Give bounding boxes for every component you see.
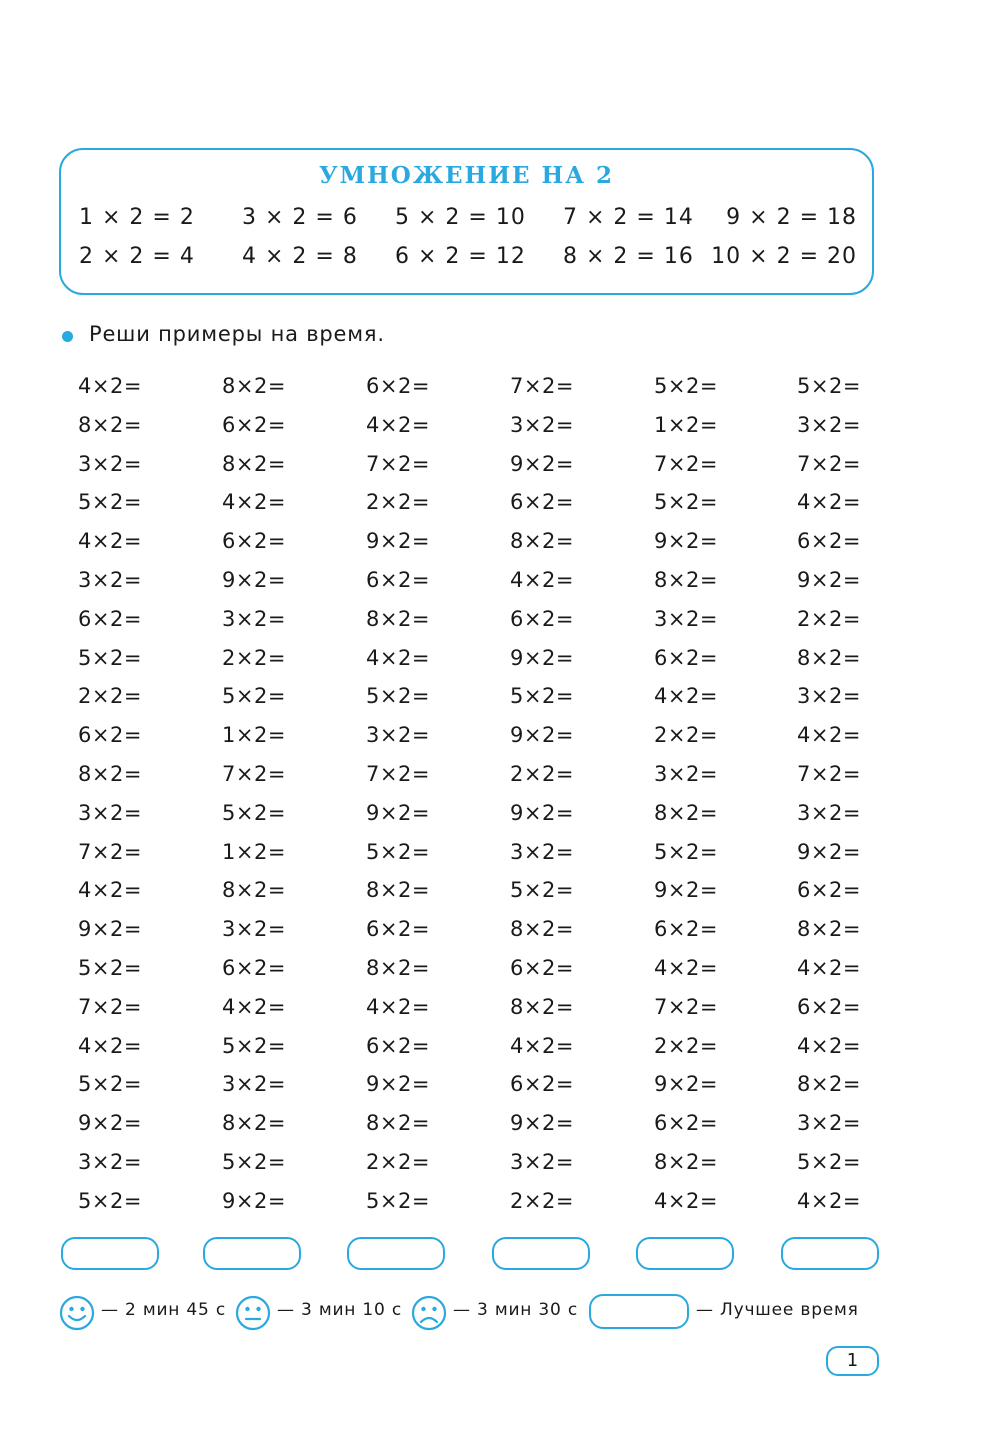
example-cell: 8×2= — [366, 878, 430, 902]
example-cell: 6×2= — [222, 529, 286, 553]
example-cell: 9×2= — [510, 723, 574, 747]
example-cell: 4×2= — [78, 878, 142, 902]
example-cell: 5×2= — [654, 490, 718, 514]
best-time-label: — Лучшее время — [696, 1300, 859, 1320]
column-time-box[interactable] — [203, 1237, 301, 1270]
example-cell: 5×2= — [78, 646, 142, 670]
example-cell: 1×2= — [222, 840, 286, 864]
example-cell: 7×2= — [510, 374, 574, 398]
example-cell: 7×2= — [366, 762, 430, 786]
example-cell: 4×2= — [366, 413, 430, 437]
reference-fact: 10 × 2 = 20 — [711, 244, 857, 269]
example-cell: 8×2= — [654, 568, 718, 592]
example-cell: 8×2= — [222, 452, 286, 476]
example-cell: 2×2= — [78, 684, 142, 708]
example-cell: 4×2= — [78, 529, 142, 553]
example-cell: 6×2= — [366, 1034, 430, 1058]
example-cell: 9×2= — [654, 878, 718, 902]
example-cell: 4×2= — [78, 1034, 142, 1058]
example-cell: 4×2= — [797, 1189, 861, 1213]
example-cell: 5×2= — [78, 490, 142, 514]
example-cell: 2×2= — [366, 490, 430, 514]
example-cell: 9×2= — [510, 1111, 574, 1135]
example-cell: 6×2= — [654, 646, 718, 670]
example-cell: 6×2= — [510, 1072, 574, 1096]
example-cell: 9×2= — [510, 646, 574, 670]
reference-fact: 1 × 2 = 2 — [79, 205, 195, 230]
example-cell: 8×2= — [797, 646, 861, 670]
column-time-box[interactable] — [492, 1237, 590, 1270]
example-cell: 4×2= — [654, 684, 718, 708]
reference-fact: 3 × 2 = 6 — [242, 205, 358, 230]
example-cell: 2×2= — [510, 762, 574, 786]
example-cell: 3×2= — [78, 1150, 142, 1174]
example-cell: 8×2= — [366, 956, 430, 980]
example-cell: 8×2= — [797, 1072, 861, 1096]
example-cell: 4×2= — [797, 956, 861, 980]
example-cell: 8×2= — [510, 995, 574, 1019]
example-cell: 1×2= — [654, 413, 718, 437]
example-cell: 8×2= — [797, 917, 861, 941]
example-cell: 3×2= — [797, 801, 861, 825]
example-cell: 4×2= — [797, 723, 861, 747]
example-cell: 6×2= — [366, 374, 430, 398]
example-cell: 4×2= — [78, 374, 142, 398]
example-cell: 2×2= — [510, 1189, 574, 1213]
example-cell: 8×2= — [510, 529, 574, 553]
example-cell: 3×2= — [222, 917, 286, 941]
example-cell: 3×2= — [510, 1150, 574, 1174]
example-cell: 4×2= — [797, 490, 861, 514]
reference-title: УМНОЖЕНИЕ НА 2 — [318, 162, 615, 189]
example-cell: 8×2= — [222, 1111, 286, 1135]
neutral-face-icon — [235, 1295, 271, 1331]
column-time-box[interactable] — [636, 1237, 734, 1270]
example-cell: 3×2= — [510, 840, 574, 864]
example-cell: 6×2= — [366, 568, 430, 592]
example-cell: 5×2= — [654, 374, 718, 398]
example-cell: 6×2= — [78, 723, 142, 747]
smiley-face-icon — [59, 1295, 95, 1331]
example-cell: 3×2= — [654, 607, 718, 631]
example-cell: 8×2= — [654, 1150, 718, 1174]
column-time-box[interactable] — [347, 1237, 445, 1270]
example-cell: 3×2= — [78, 452, 142, 476]
example-cell: 6×2= — [510, 490, 574, 514]
example-cell: 3×2= — [797, 684, 861, 708]
example-cell: 9×2= — [510, 452, 574, 476]
example-cell: 3×2= — [222, 1072, 286, 1096]
example-cell: 8×2= — [222, 878, 286, 902]
example-cell: 3×2= — [654, 762, 718, 786]
example-cell: 4×2= — [654, 956, 718, 980]
example-cell: 6×2= — [222, 956, 286, 980]
example-cell: 8×2= — [366, 1111, 430, 1135]
example-cell: 9×2= — [78, 1111, 142, 1135]
example-cell: 2×2= — [654, 1034, 718, 1058]
example-cell: 9×2= — [510, 801, 574, 825]
example-cell: 9×2= — [797, 568, 861, 592]
example-cell: 5×2= — [797, 1150, 861, 1174]
example-cell: 9×2= — [366, 1072, 430, 1096]
reference-fact: 7 × 2 = 14 — [563, 205, 694, 230]
example-cell: 2×2= — [222, 646, 286, 670]
example-cell: 8×2= — [78, 413, 142, 437]
time-bad-label: — 3 мин 30 с — [453, 1300, 578, 1320]
example-cell: 5×2= — [78, 1189, 142, 1213]
example-cell: 4×2= — [797, 1034, 861, 1058]
example-cell: 7×2= — [797, 452, 861, 476]
example-cell: 2×2= — [654, 723, 718, 747]
example-cell: 6×2= — [654, 917, 718, 941]
reference-fact: 5 × 2 = 10 — [395, 205, 526, 230]
reference-fact: 4 × 2 = 8 — [242, 244, 358, 269]
example-cell: 5×2= — [222, 1150, 286, 1174]
time-ok-label: — 3 мин 10 с — [277, 1300, 402, 1320]
example-cell: 6×2= — [366, 917, 430, 941]
example-cell: 9×2= — [222, 568, 286, 592]
example-cell: 9×2= — [366, 801, 430, 825]
example-cell: 9×2= — [366, 529, 430, 553]
example-cell: 3×2= — [510, 413, 574, 437]
example-cell: 3×2= — [78, 801, 142, 825]
example-cell: 6×2= — [78, 607, 142, 631]
example-cell: 6×2= — [510, 956, 574, 980]
column-time-box[interactable] — [61, 1237, 159, 1270]
instruction-text: Реши примеры на время. — [89, 322, 385, 346]
example-cell: 3×2= — [222, 607, 286, 631]
example-cell: 2×2= — [366, 1150, 430, 1174]
example-cell: 5×2= — [510, 684, 574, 708]
example-cell: 5×2= — [654, 840, 718, 864]
example-cell: 6×2= — [797, 529, 861, 553]
example-cell: 7×2= — [654, 452, 718, 476]
reference-fact: 6 × 2 = 12 — [395, 244, 526, 269]
example-cell: 6×2= — [797, 878, 861, 902]
example-cell: 4×2= — [366, 646, 430, 670]
example-cell: 9×2= — [78, 917, 142, 941]
example-cell: 3×2= — [797, 1111, 861, 1135]
example-cell: 5×2= — [797, 374, 861, 398]
reference-fact: 9 × 2 = 18 — [726, 205, 857, 230]
example-cell: 5×2= — [366, 1189, 430, 1213]
example-cell: 9×2= — [222, 1189, 286, 1213]
example-cell: 7×2= — [654, 995, 718, 1019]
example-cell: 8×2= — [78, 762, 142, 786]
example-cell: 5×2= — [366, 684, 430, 708]
example-cell: 4×2= — [222, 490, 286, 514]
example-cell: 8×2= — [366, 607, 430, 631]
example-cell: 7×2= — [78, 995, 142, 1019]
example-cell: 9×2= — [654, 1072, 718, 1096]
example-cell: 6×2= — [797, 995, 861, 1019]
example-cell: 1×2= — [222, 723, 286, 747]
example-cell: 6×2= — [222, 413, 286, 437]
best-time-box[interactable] — [589, 1294, 689, 1329]
page-number: 1 — [826, 1346, 879, 1376]
example-cell: 7×2= — [222, 762, 286, 786]
example-cell: 8×2= — [222, 374, 286, 398]
example-cell: 6×2= — [654, 1111, 718, 1135]
sad-face-icon — [411, 1295, 447, 1331]
example-cell: 8×2= — [654, 801, 718, 825]
bullet-icon — [62, 331, 73, 342]
example-cell: 5×2= — [510, 878, 574, 902]
example-cell: 7×2= — [797, 762, 861, 786]
example-cell: 5×2= — [78, 956, 142, 980]
example-cell: 3×2= — [78, 568, 142, 592]
example-cell: 7×2= — [78, 840, 142, 864]
example-cell: 7×2= — [366, 452, 430, 476]
example-cell: 5×2= — [78, 1072, 142, 1096]
example-cell: 3×2= — [366, 723, 430, 747]
example-cell: 5×2= — [222, 1034, 286, 1058]
example-cell: 2×2= — [797, 607, 861, 631]
example-cell: 4×2= — [366, 995, 430, 1019]
example-cell: 5×2= — [222, 684, 286, 708]
column-time-box[interactable] — [781, 1237, 879, 1270]
example-cell: 9×2= — [797, 840, 861, 864]
example-cell: 4×2= — [222, 995, 286, 1019]
example-cell: 3×2= — [797, 413, 861, 437]
example-cell: 4×2= — [654, 1189, 718, 1213]
time-good-label: — 2 мин 45 с — [101, 1300, 226, 1320]
reference-fact: 2 × 2 = 4 — [79, 244, 195, 269]
example-cell: 4×2= — [510, 1034, 574, 1058]
example-cell: 4×2= — [510, 568, 574, 592]
example-cell: 5×2= — [366, 840, 430, 864]
example-cell: 8×2= — [510, 917, 574, 941]
reference-fact: 8 × 2 = 16 — [563, 244, 694, 269]
example-cell: 5×2= — [222, 801, 286, 825]
example-cell: 6×2= — [510, 607, 574, 631]
example-cell: 9×2= — [654, 529, 718, 553]
